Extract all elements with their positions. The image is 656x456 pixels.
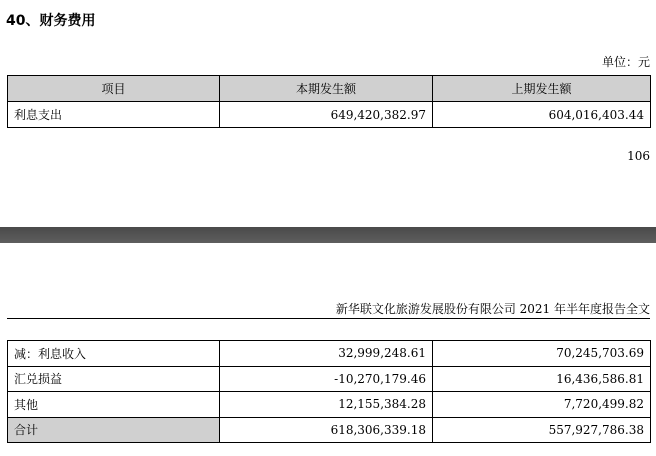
row-label: 汇兑损益 bbox=[8, 366, 220, 392]
current-amount: -10,270,179.46 bbox=[220, 366, 433, 392]
row-label: 其他 bbox=[8, 392, 220, 418]
current-amount: 12,155,384.28 bbox=[220, 392, 433, 418]
table-row bbox=[8, 102, 651, 128]
section-title: 40、财务费用 bbox=[6, 13, 96, 29]
expense-table-part1 bbox=[7, 75, 651, 128]
header-rule bbox=[7, 318, 650, 319]
header-prior-period: 上期发生额 bbox=[433, 76, 651, 102]
table-header-row bbox=[8, 76, 651, 102]
prior-amount: 16,436,586.81 bbox=[433, 366, 651, 392]
prior-amount: 604,016,403.44 bbox=[433, 102, 651, 128]
expense-table-part2 bbox=[7, 340, 651, 443]
table-row bbox=[8, 341, 651, 367]
row-label: 利息支出 bbox=[8, 102, 220, 128]
prior-amount: 7,720,499.82 bbox=[433, 392, 651, 418]
header-current-period: 本期发生额 bbox=[220, 76, 433, 102]
total-label: 合计 bbox=[8, 417, 220, 443]
current-amount: 649,420,382.97 bbox=[220, 102, 433, 128]
total-prior-amount: 557,927,786.38 bbox=[433, 417, 651, 443]
running-header: 新华联文化旅游发展股份有限公司 2021 年半年度报告全文 bbox=[335, 302, 650, 316]
header-item: 项目 bbox=[8, 76, 220, 102]
row-label: 减：利息收入 bbox=[8, 341, 220, 367]
page-number: 106 bbox=[627, 149, 650, 163]
page-break-divider bbox=[0, 227, 656, 243]
prior-amount: 70,245,703.69 bbox=[433, 341, 651, 367]
total-row bbox=[8, 417, 651, 443]
unit-label: 单位：元 bbox=[601, 55, 650, 69]
table-row bbox=[8, 366, 651, 392]
table-row bbox=[8, 392, 651, 418]
total-current-amount: 618,306,339.18 bbox=[220, 417, 433, 443]
current-amount: 32,999,248.61 bbox=[220, 341, 433, 367]
